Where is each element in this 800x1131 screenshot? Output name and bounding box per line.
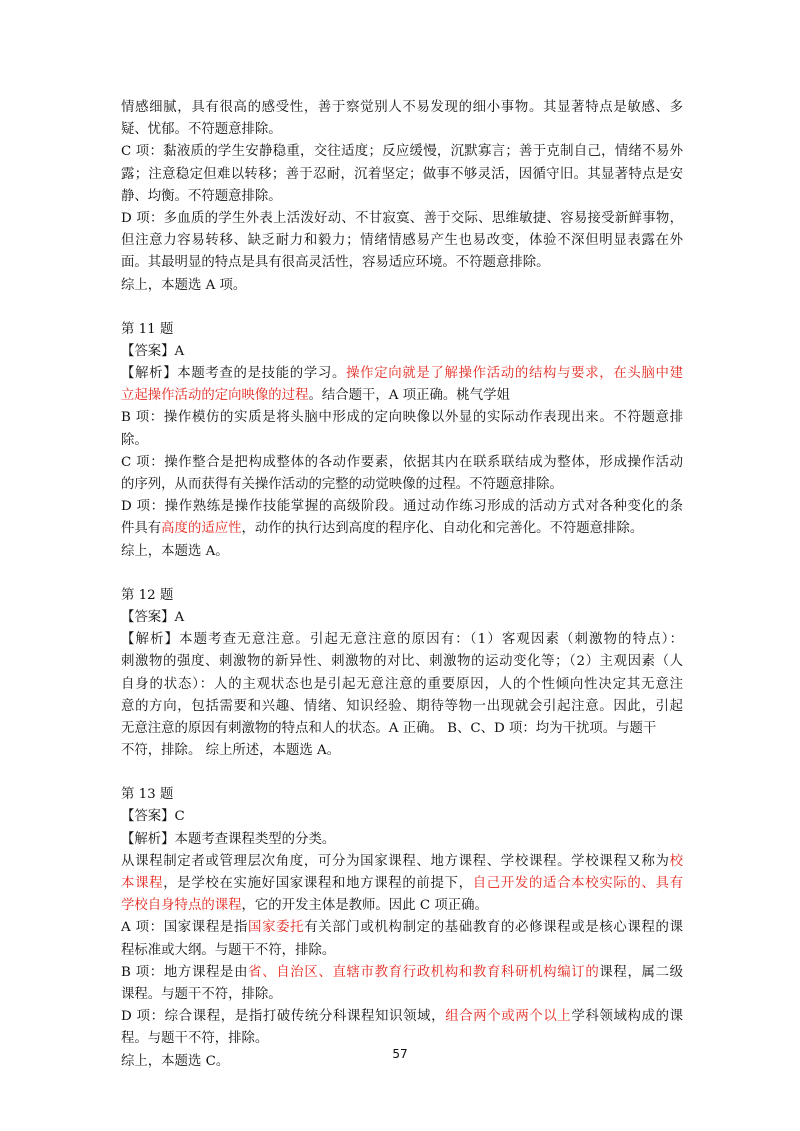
text-line: [121, 541, 683, 563]
text-line: [121, 275, 683, 297]
highlighted-text: 学校自身特点的课程: [121, 898, 242, 914]
highlighted-text: 自己开发的适合本校实际的、具有: [472, 876, 683, 891]
highlighted-text: 组合两个或两个以上: [445, 1009, 572, 1025]
text-segment: 刺激物的强度、刺激物的新异性、刺激物的对比、刺激物的运动变化等；（2）主观因素（人: [121, 654, 683, 670]
text-line: [121, 208, 683, 230]
text-segment: C 项：操作整合是把构成整体的各动作要素，依据其内在联系联结成为整体，形成操作活动: [121, 454, 683, 470]
text-segment: ，动作的执行达到高度的程序化、自动化和完善化。不符题意排除。: [241, 521, 644, 537]
text-line: [121, 829, 683, 851]
text-line: [121, 917, 683, 939]
answer-line: 【答案】A: [121, 343, 185, 359]
text-line: [121, 674, 683, 696]
text-segment: 综上，本题选 C。: [121, 1053, 230, 1069]
text-segment: B 项：地方课程是由: [121, 964, 249, 980]
text-segment: 综上，本题选 A 项。: [121, 277, 247, 293]
text-segment: 学科领域构成的课: [571, 1009, 683, 1025]
highlighted-text: 立起操作活动的定向映像的过程: [121, 388, 309, 404]
intro-block: [121, 97, 683, 297]
page-number: 57: [392, 1047, 408, 1061]
text-segment: 不符，排除。 综上所述，本题选 A。: [121, 743, 341, 759]
text-line: [121, 518, 683, 540]
text-line: [121, 962, 683, 984]
text-segment: ，它的开发主体是教师。因此 C 项正确。: [241, 898, 488, 914]
text-segment: 程标准或大纲。与题干不符，排除。: [121, 942, 336, 958]
text-segment: 静、均衡。不符题意排除。: [121, 188, 282, 204]
page-content: [121, 97, 683, 1073]
text-segment: D 项：综合课程，是指打破传统分科课程知识领域，: [121, 1009, 446, 1025]
highlighted-text: 本课程: [121, 876, 164, 891]
text-segment: 课程，属二级: [599, 964, 683, 980]
text-line: [121, 164, 683, 186]
text-line: [121, 718, 683, 740]
text-line: [121, 230, 683, 252]
text-line: [121, 873, 683, 895]
text-segment: ，是学校在实施好国家课程和地方课程的前提下，: [163, 876, 473, 891]
text-segment: 面。其最明显的特点是具有很高灵活性，容易适应环境。不符题意排除。: [121, 255, 550, 271]
text-segment: D 项：操作熟练是操作技能掌握的高级阶段。通过动作练习形成的活动方式对各种变化的条: [121, 499, 683, 515]
text-segment: 程。与题干不符，排除。: [121, 1031, 269, 1047]
text-segment: 综上，本题选 A。: [121, 543, 229, 559]
highlighted-text: 校: [669, 853, 683, 869]
text-segment: 从课程制定者或管理层次角度，可分为国家课程、地方课程、学校课程。学校课程又称为: [121, 853, 670, 869]
question-12: [121, 585, 683, 763]
text-segment: 意的方向，包括需要和兴趣、情绪、知识经验、期待等物一出现就会引起注意。因此，引起: [121, 698, 683, 714]
text-segment: A 项：国家课程是指: [121, 920, 249, 936]
text-segment: C 项：黏液质的学生安静稳重，交往适度；反应缓慢，沉默寡言；善于克制自己，情绪不易外: [121, 144, 683, 160]
text-line: [121, 141, 683, 163]
text-segment: 。结合题干，A 项正确。桃气学姐: [308, 388, 510, 404]
question-title: 第 12 题: [121, 587, 174, 603]
text-line: [121, 407, 683, 429]
text-segment: 露；注意稳定但难以转移；善于忍耐，沉着坚定；做事不够灵活，因循守旧。其显著特点是安: [121, 166, 683, 182]
highlighted-text: 高度的适应性: [161, 521, 242, 537]
text-line: [121, 97, 683, 119]
highlighted-text: 操作定向就是了解操作活动的结构与要求，在头脑中建: [346, 366, 683, 382]
text-segment: 件具有: [121, 521, 162, 537]
text-segment: 有关部门或机构制定的基础教育的必修课程或是核心课程的课: [304, 920, 683, 936]
answer-line: 【答案】C: [121, 809, 185, 825]
text-line: [121, 984, 683, 1006]
text-line: [121, 895, 683, 917]
text-line: [121, 385, 683, 407]
text-segment: 【解析】本题考查课程类型的分类。: [121, 831, 336, 847]
text-segment: 但注意力容易转移、缺乏耐力和毅力；情绪情感易产生也易改变，体验不深但明显表露在外: [121, 233, 683, 249]
text-line: [121, 452, 683, 474]
text-line: [121, 740, 683, 762]
text-segment: 除。: [121, 432, 148, 448]
text-line: [121, 186, 683, 208]
text-segment: 疑、忧郁。不符题意排除。: [121, 122, 282, 138]
text-line: [121, 1006, 683, 1028]
text-line: [121, 651, 683, 673]
text-line: [121, 119, 683, 141]
text-line: [121, 940, 683, 962]
question-title: 第 11 题: [121, 321, 174, 337]
text-segment: 自身的状态）：人的主观状态也是引起无意注意的重要原因，人的个性倾向性决定其无意注: [121, 676, 683, 692]
text-segment: 课程。与题干不符，排除。: [121, 986, 282, 1002]
text-line: [121, 851, 683, 873]
question-11: [121, 319, 683, 563]
highlighted-text: 省、自治区、直辖市教育行政机构和教育科研机构编订的: [248, 964, 600, 980]
question-title: 第 13 题: [121, 787, 174, 803]
highlighted-text: 国家委托: [248, 920, 305, 936]
text-line: [121, 496, 683, 518]
question-13: [121, 784, 683, 1072]
text-line: [121, 252, 683, 274]
text-segment: 【解析】本题考查的是技能的学习。: [121, 366, 347, 382]
answer-line: 【答案】A: [121, 609, 185, 625]
text-segment: 无意注意的原因有刺激物的特点和人的状态。A 正确。 B、C、D 项：均为干扰项。与题干: [121, 720, 657, 736]
text-segment: D 项：多血质的学生外表上活泼好动、不甘寂寞、善于交际、思维敏捷、容易接受新鲜事物，: [121, 210, 683, 226]
text-segment: 的序列，从而获得有关操作活动的完整的动觉映像的过程。不符题意排除。: [121, 477, 563, 492]
text-line: [121, 430, 683, 452]
text-segment: B 项：操作模仿的实质是将头脑中形成的定向映像以外显的实际动作表现出来。不符题意排: [121, 410, 683, 426]
text-segment: 【解析】本题考查无意注意。引起无意注意的原因有：（1）客观因素（刺激物的特点）：: [121, 632, 683, 648]
text-line: [121, 474, 683, 496]
text-line: [121, 696, 683, 718]
text-segment: 情感细腻，具有很高的感受性，善于察觉别人不易发现的细小事物。其显著特点是敏感、多: [121, 100, 683, 115]
text-line: [121, 363, 683, 385]
text-line: [121, 629, 683, 651]
